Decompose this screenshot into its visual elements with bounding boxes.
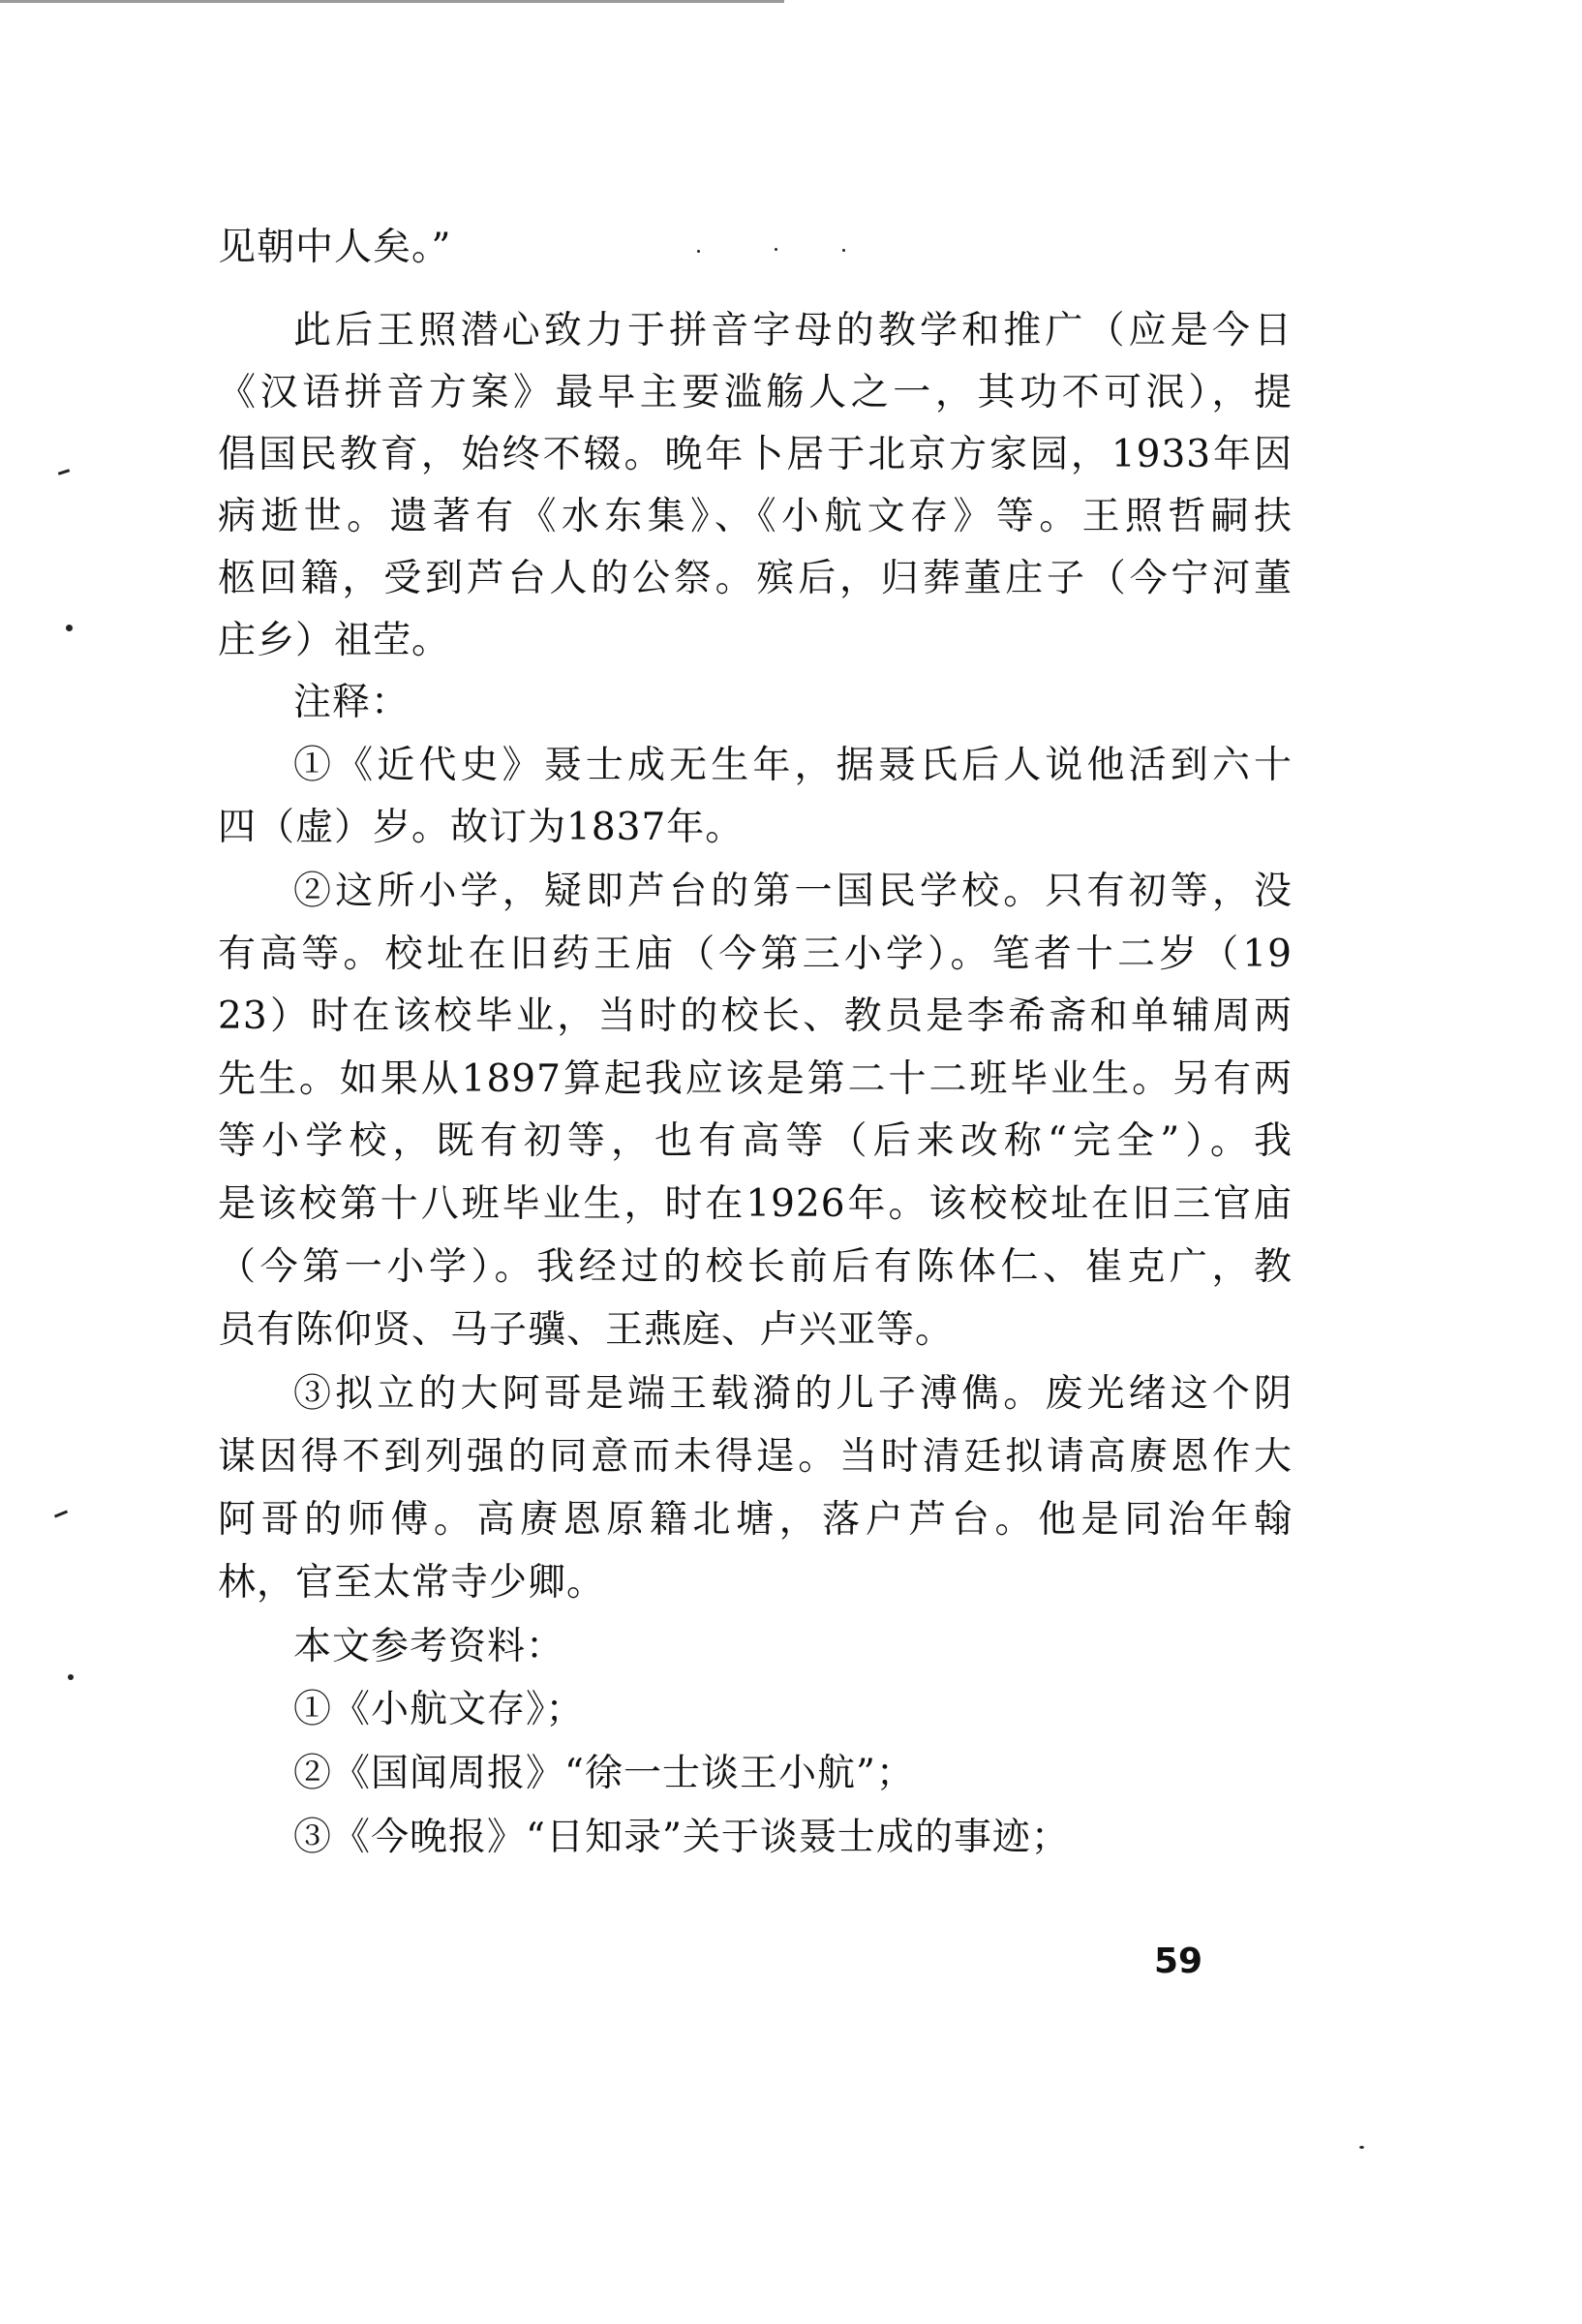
note-2-line-1: ②这所小学，疑即芦台的第一国民学校。只有初等，没 (293, 870, 1293, 913)
note-2-line-3: 23）时在该校毕业，当时的校长、教员是李希斋和单辅周两 (218, 994, 1293, 1038)
reference-3: ③《今晚报》“日知录”关于谈聂士成的事迹； (293, 1816, 1070, 1859)
text-line-2: 此后王照潜心致力于拼音字母的教学和推广（应是今日 (293, 309, 1293, 352)
text-line-6: 柩回籍，受到芦台人的公祭。殡后，归葬董庄子（今宁河董 (218, 557, 1293, 600)
note-2-line-2: 有高等。校址在旧药王庙（今第三小学）。笔者十二岁（19 (218, 933, 1293, 976)
scan-mark (58, 469, 70, 475)
notes-heading: 注释： (293, 681, 411, 724)
scan-speck (68, 1674, 74, 1680)
note-2-line-6: 是该校第十八班毕业生，时在1926年。该校校址在旧三官庙 (218, 1182, 1293, 1226)
note-3-line-3: 阿哥的师傅。高赓恩原籍北塘，落户芦台。他是同治年翰 (218, 1498, 1293, 1542)
note-3-line-4: 林，官至太常寺少卿。 (218, 1561, 606, 1605)
text-line-1: 见朝中人矣。” (218, 226, 452, 269)
reference-2: ②《国闻周报》“徐一士谈王小航”； (293, 1752, 915, 1795)
note-2-line-7: （今第一小学）。我经过的校长前后有陈体仁、崔克广，教 (218, 1245, 1293, 1289)
note-1-line-2: 四（虚）岁。故订为1837年。 (218, 806, 745, 849)
scan-mark (54, 1510, 68, 1517)
note-2-line-5: 等小学校，既有初等，也有高等（后来改称“完全”）。我 (218, 1119, 1293, 1163)
scan-speck (775, 248, 777, 251)
note-2-line-8: 员有陈仰贤、马子骥、王燕庭、卢兴亚等。 (218, 1308, 955, 1352)
reference-1: ①《小航文存》； (293, 1688, 585, 1731)
text-line-3: 《汉语拼音方案》最早主要滥觞人之一，其功不可泯），提 (218, 371, 1293, 414)
note-3-line-2: 谋因得不到列强的同意而未得逞。当时清廷拟请高赓恩作大 (218, 1435, 1293, 1479)
references-heading: 本文参考资料： (293, 1625, 565, 1668)
note-3-line-1: ③拟立的大阿哥是端王载漪的儿子溥儁。废光绪这个阴 (293, 1372, 1293, 1416)
scan-speck (842, 249, 845, 252)
text-line-7: 庄乡）祖茔。 (218, 619, 451, 662)
text-line-4: 倡国民教育，始终不辍。晚年卜居于北京方家园，1933年因 (218, 433, 1293, 476)
text-line-5: 病逝世。遗著有《水东集》、《小航文存》等。王照哲嗣扶 (218, 495, 1293, 538)
page-number: 59 (1154, 1942, 1203, 1981)
note-1-line-1: ①《近代史》聂士成无生年，据聂氏后人说他活到六十 (293, 744, 1293, 787)
scan-speck (1359, 2146, 1364, 2149)
note-2-line-4: 先生。如果从1897算起我应该是第二十二班毕业生。另有两 (218, 1057, 1293, 1101)
scan-speck (66, 625, 73, 631)
scan-speck (697, 250, 700, 253)
